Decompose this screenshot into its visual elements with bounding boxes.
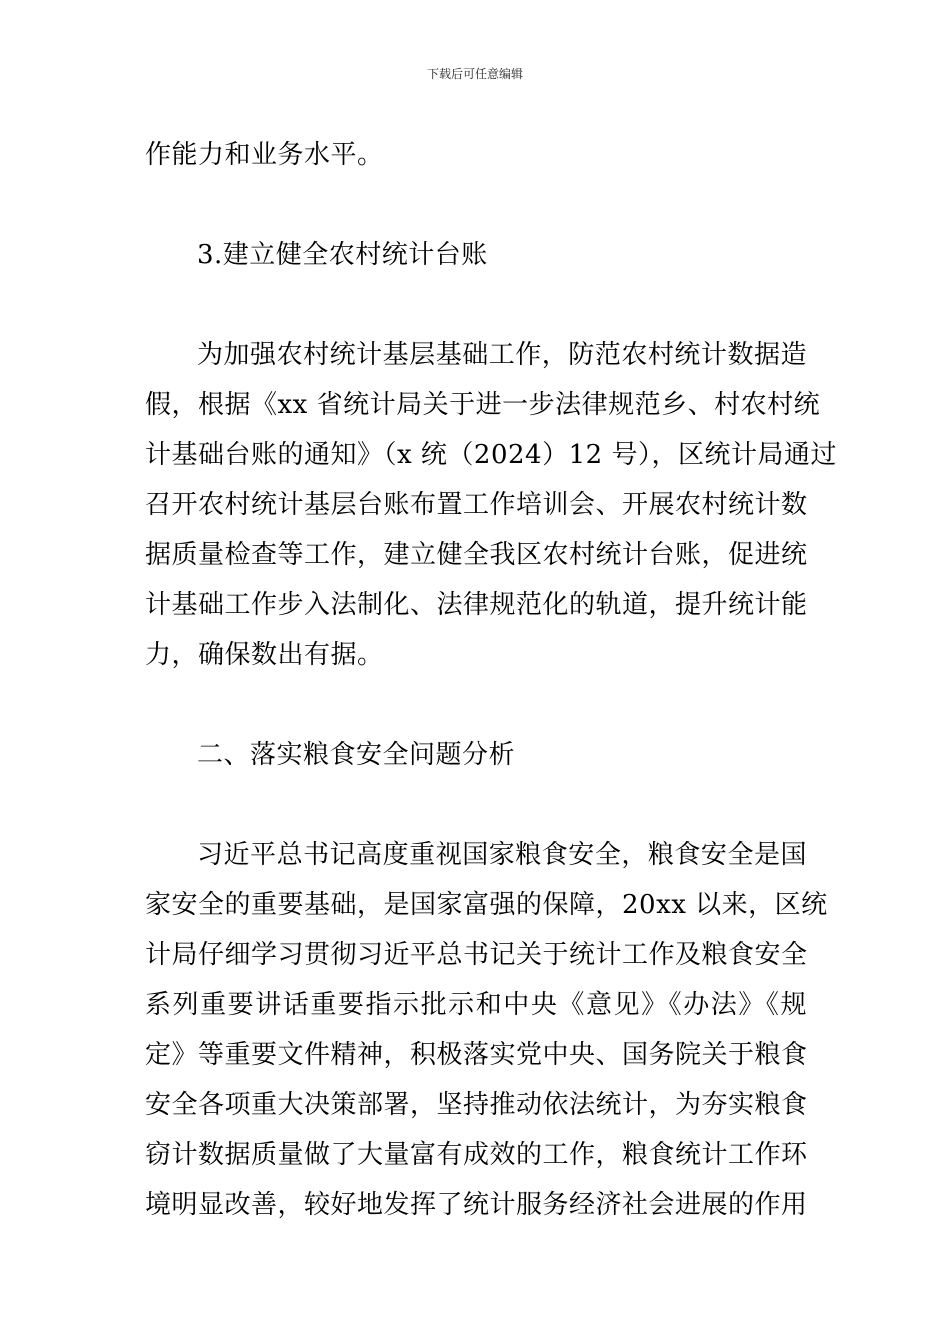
paragraph-text: 召开农村统计基层台账布置工作培训会、开展农村统计数 [145, 490, 808, 520]
paragraph-line [145, 430, 837, 480]
paragraph-line [145, 930, 807, 980]
paragraph-text: 计局仔细学习贯彻习近平总书记关于统计工作及粮食安全 [145, 940, 808, 970]
paragraph-line [145, 630, 807, 680]
paragraph-gap [145, 680, 807, 730]
paragraph-text: 系列重要讲话重要指示批示和中央《意见》《办法》《规 [145, 990, 807, 1020]
paragraph-text: 习近平总书记高度重视国家粮食安全，粮食安全是国 [197, 840, 807, 870]
paragraph-text: 假，根据《xx 省统计局关于进一步法律规范乡、村农村统 [145, 390, 821, 420]
paragraph-gap [145, 280, 807, 330]
paragraph-line [145, 530, 807, 580]
section-heading-text: 二、落实粮食安全问题分析 [197, 740, 516, 770]
paragraph-gap [145, 180, 807, 230]
document-body [145, 130, 837, 1230]
paragraph-line [145, 580, 807, 630]
paragraph-text: 安全各项重大决策部署，坚持推动依法统计，为夯实粮食 [145, 1090, 808, 1120]
section-heading-text: 3.建立健全农村统计台账 [197, 240, 488, 270]
paragraph-line [145, 1180, 807, 1230]
paragraph-line [145, 1080, 807, 1130]
paragraph-text: 为加强农村统计基层基础工作，防范农村统计数据造 [197, 340, 807, 370]
paragraph-line [145, 480, 807, 530]
paragraph-text: 力，确保数出有据。 [145, 640, 384, 670]
paragraph-line [145, 330, 807, 380]
section-heading [145, 230, 807, 280]
paragraph-text: 计基础工作步入法制化、法律规范化的轨道，提升统计能 [145, 590, 808, 620]
paragraph-line [145, 1130, 807, 1180]
paragraph-line [145, 980, 807, 1030]
paragraph-text: 定》等重要文件精神，积极落实党中央、国务院关于粮食 [145, 1040, 808, 1070]
paragraph-gap [145, 780, 807, 830]
paragraph-text: 计基础台账的通知》（x 统（2024）12 号），区统计局通过 [145, 440, 837, 470]
paragraph-line [145, 880, 828, 930]
paragraph-line [145, 130, 807, 180]
paragraph-text: 作能力和业务水平。 [145, 140, 384, 170]
paragraph-text: 家安全的重要基础，是国家富强的保障，20xx 以来，区统 [145, 890, 828, 920]
paragraph-text: 据质量检查等工作，建立健全我区农村统计台账，促进统 [145, 540, 808, 570]
paragraph-line [145, 1030, 807, 1080]
paragraph-line [145, 830, 807, 880]
paragraph-text: 境明显改善，较好地发挥了统计服务经济社会进展的作用 [145, 1190, 808, 1220]
page-header-note: 下载后可任意编辑 [426, 67, 523, 81]
paragraph-line [145, 380, 821, 430]
section-heading [145, 730, 807, 780]
paragraph-text: 窃计数据质量做了大量富有成效的工作，粮食统计工作环 [145, 1140, 808, 1170]
